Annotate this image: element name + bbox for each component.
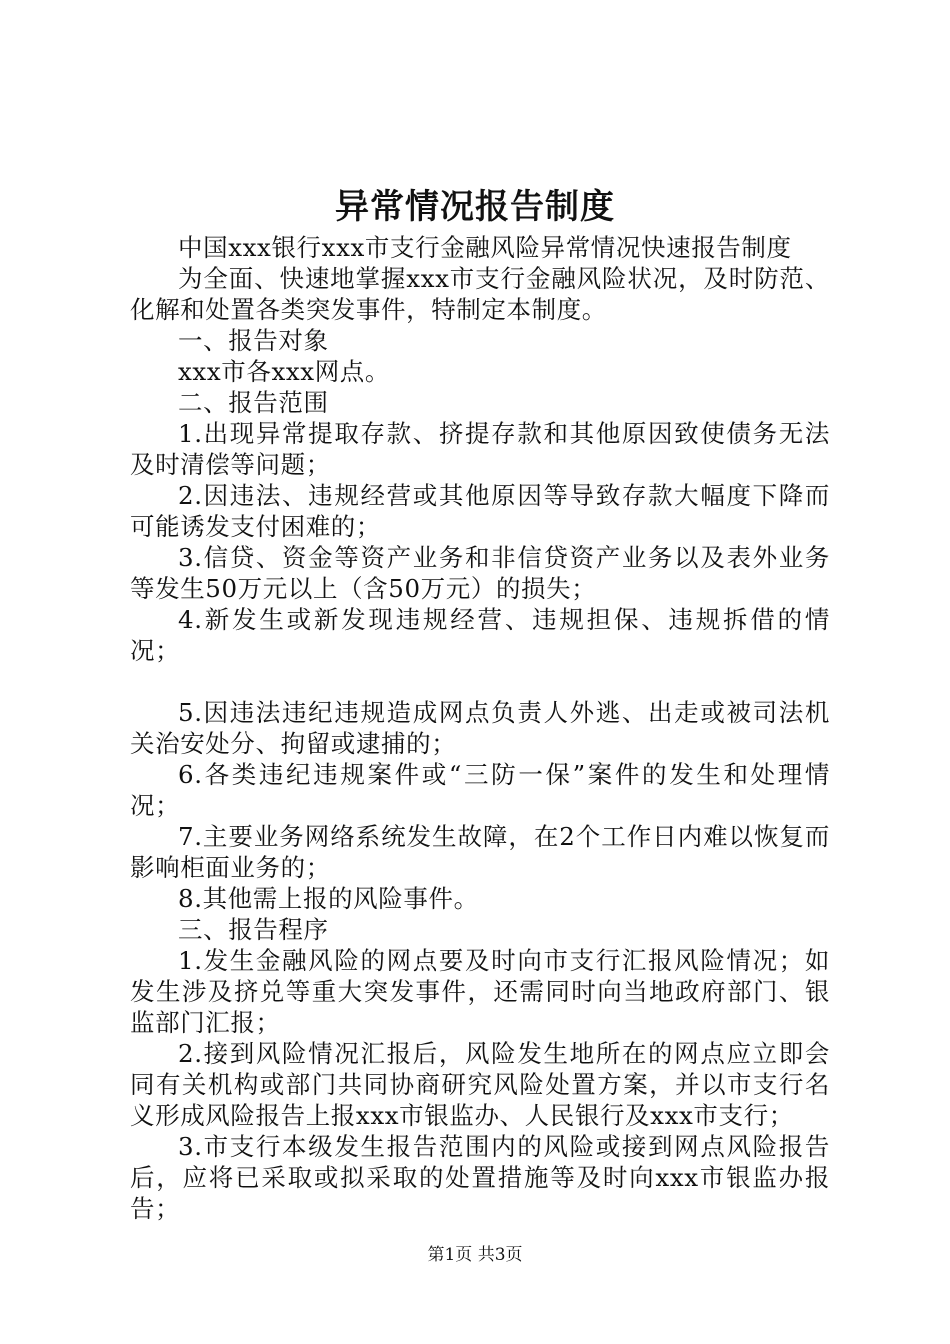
blank-line: [130, 666, 830, 697]
scope-item-6: 6.各类违纪违规案件或“三防一保”案件的发生和处理情况；: [130, 760, 830, 820]
section-heading-report-procedure: 三、报告程序: [178, 915, 329, 944]
scope-item-2: 2.因违法、违规经营或其他原因等导致存款大幅度下降而可能诱发支付困难的；: [130, 481, 830, 541]
procedure-item-2: 2.接到风险情况汇报后，风险发生地所在的网点应立即会同有关机构或部门共同协商研究风险处置方案，并以市支行名义形成风险报告上报xxx市银监办、人民银行及xxx市支行；: [130, 1039, 830, 1130]
procedure-item-1: 1.发生金融风险的网点要及时向市支行汇报风险情况；如发生涉及挤兑等重大突发事件，还需同时向当地政府部门、银监部门汇报；: [130, 946, 830, 1037]
paragraph-subtitle: 中国xxx银行xxx市支行金融风险异常情况快速报告制度: [178, 233, 792, 262]
section-heading-report-scope: 二、报告范围: [178, 388, 329, 417]
scope-item-4: 4.新发生或新发现违规经营、违规担保、违规拆借的情况；: [130, 605, 830, 665]
scope-item-8: 8.其他需上报的风险事件。: [178, 884, 479, 913]
scope-item-3: 3.信贷、资金等资产业务和非信贷资产业务以及表外业务等发生50万元以上（含50万元）的损失；: [130, 543, 830, 603]
document-title: 异常情况报告制度: [335, 187, 615, 227]
paragraph-purpose: 为全面、快速地掌握xxx市支行金融风险状况，及时防范、化解和处置各类突发事件，特制定本制度。: [130, 264, 830, 324]
scope-item-7: 7.主要业务网络系统发生故障，在2个工作日内难以恢复而影响柜面业务的；: [130, 822, 830, 882]
paragraph-report-target: xxx市各xxx网点。: [178, 357, 391, 386]
scope-item-5: 5.因违法违纪违规造成网点负责人外逃、出走或被司法机关治安处分、拘留或逮捕的；: [130, 698, 830, 758]
document-body: [130, 232, 830, 1224]
section-heading-report-target: 一、报告对象: [178, 326, 329, 355]
procedure-item-3: 3.市支行本级发生报告范围内的风险或接到网点风险报告后，应将已采取或拟采取的处置措施等及时向xxx市银监办报告；: [130, 1132, 830, 1223]
page-number-footer: 第1页 共3页: [427, 1245, 523, 1265]
scope-item-1: 1.出现异常提取存款、挤提存款和其他原因致使债务无法及时清偿等问题；: [130, 419, 830, 479]
